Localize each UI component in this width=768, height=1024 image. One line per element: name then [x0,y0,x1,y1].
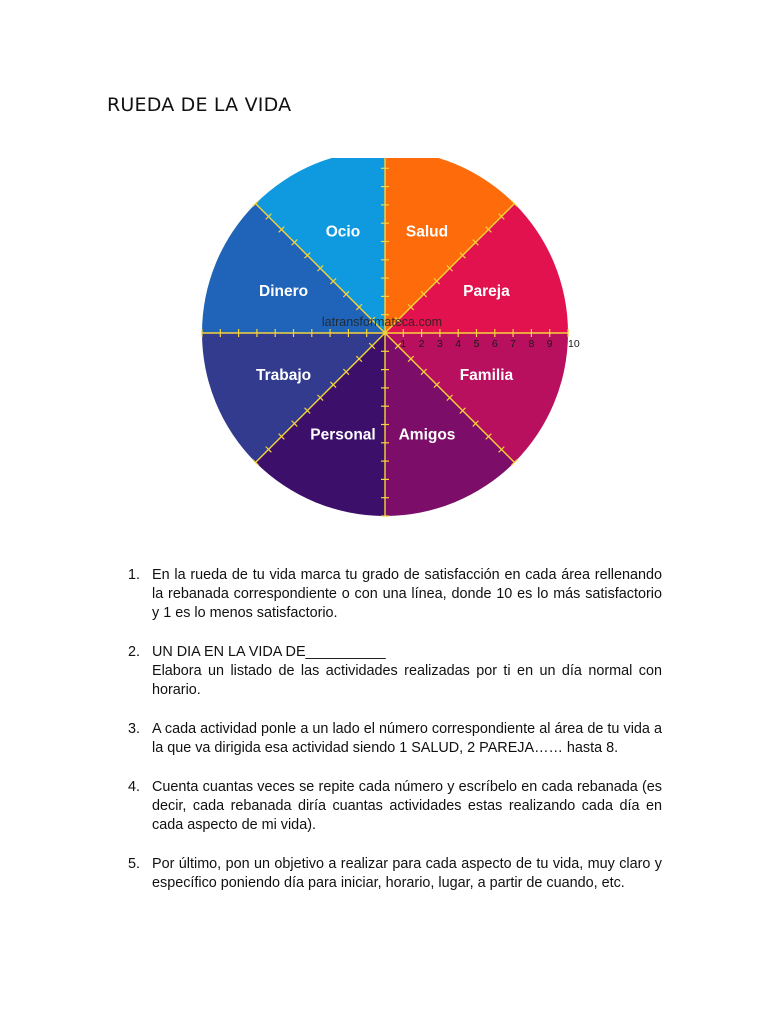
scale-label-9: 9 [546,338,553,350]
instructions-list [128,566,662,913]
instruction-item-5 [128,855,662,893]
instruction-item-3 [128,720,662,758]
page-title: RUEDA DE LA VIDA [107,94,292,116]
instruction-item-1 [128,566,662,623]
scale-label-1: 1 [400,338,407,350]
life-wheel [195,158,580,528]
segment-label-amigos: Amigos [398,426,456,444]
segment-label-personal: Personal [310,426,376,444]
scale-label-3: 3 [436,338,443,350]
segment-label-familia: Familia [459,367,514,385]
scale-label-10: 10 [568,338,580,350]
scale-label-2: 2 [418,338,425,350]
scale-label-6: 6 [491,338,498,350]
watermark: latransformateca.com [321,315,443,329]
instruction-item-2 [128,643,662,700]
item-text: Por último, pon un objetivo a realizar para cada aspecto de tu vida, muy claro y específico poniendo día para iniciar, horario, lugar, a partir de cuando, etc. [152,856,662,891]
instruction-item-4 [128,778,662,835]
item-heading: UN DIA EN LA VIDA DE__________ [152,644,386,660]
item-number: 3. [128,721,141,737]
item-text: Elabora un listado de las actividades realizadas por ti en un día normal con horario. [152,663,662,698]
item-number: 4. [128,779,141,795]
item-number: 2. [128,644,141,660]
segment-label-ocio: Ocio [325,223,361,241]
segment-label-dinero: Dinero [259,282,309,300]
item-text: A cada actividad ponle a un lado el número correspondiente al área de tu vida a la que va dirigida esa actividad siendo 1 SALUD, 2 PAREJA…… hasta 8. [152,721,662,756]
life-wheel-graphic [195,158,580,528]
item-number: 5. [128,856,141,872]
scale-label-7: 7 [510,338,517,350]
scale-label-4: 4 [455,338,462,350]
item-text: En la rueda de tu vida marca tu grado de satisfacción en cada área rellenando la rebanada correspondiente o con una línea, donde 10 es lo más satisfactorio y 1 es lo menos satisfactorio. [152,567,662,621]
segment-label-trabajo: Trabajo [255,367,312,385]
item-number: 1. [128,567,141,583]
item-text: Cuenta cuantas veces se repite cada número y escríbelo en cada rebanada (es decir, cada rebanada diría cuantas actividades estas realizando cada día en cada aspecto de mi vida). [152,779,662,833]
scale-label-5: 5 [473,338,480,350]
segment-label-salud: Salud [405,223,449,241]
segment-label-pareja: Pareja [463,282,510,300]
scale-label-8: 8 [528,338,535,350]
